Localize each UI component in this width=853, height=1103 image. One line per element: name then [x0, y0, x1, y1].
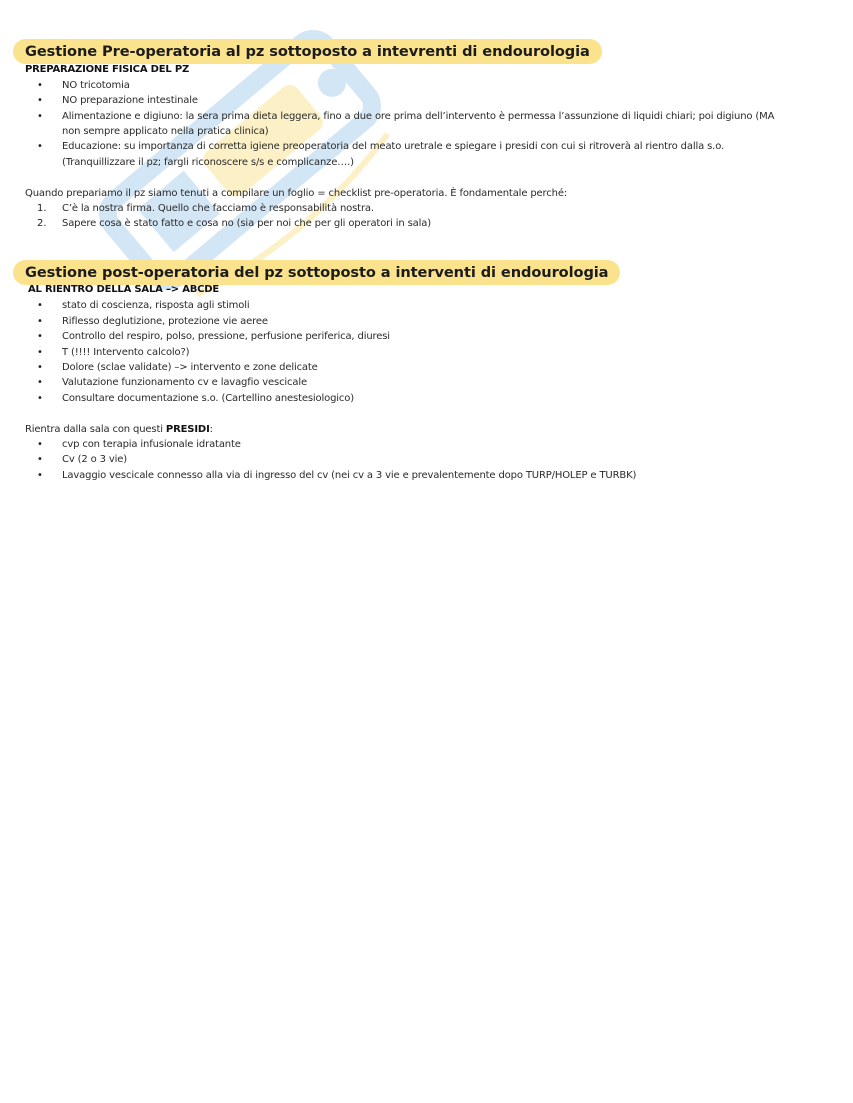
section-heading-postoperatoria: Gestione post-operatoria del pz sottoposto a interventi di endourologia [13, 260, 620, 285]
list-item: cvp con terapia infusionale idratante [62, 439, 241, 450]
bullet-icon: • [37, 141, 43, 152]
list-item: Alimentazione e digiuno: la sera prima dieta leggera, fino a due ore prima dell’intervento è permessa l’assunzione di liquidi chiari; poi digiuno (MA [62, 111, 775, 122]
bullet-icon: • [37, 300, 43, 311]
list-item-continuation: (Tranquillizzare il pz; fargli riconoscere s/s e complicanze….) [62, 157, 354, 168]
list-item: Consultare documentazione s.o. (Cartellino anestesiologico) [62, 393, 354, 404]
list-item: T (!!!! Intervento calcolo?) [62, 347, 190, 358]
list-number: 2. [37, 218, 47, 229]
bullet-icon: • [37, 362, 43, 373]
list-item: NO tricotomia [62, 80, 130, 91]
list-item: Controllo del respiro, polso, pressione, perfusione periferica, diuresi [62, 331, 390, 342]
presidi-intro-text: Rientra dalla sala con questi [25, 424, 166, 435]
bullet-icon: • [37, 439, 43, 450]
bullet-icon: • [37, 95, 43, 106]
presidi-bold-label: PRESIDI [165, 424, 210, 435]
section-heading-preoperatoria: Gestione Pre-operatoria al pz sottoposto a intevrenti di endourologia [13, 39, 602, 64]
subheading-preparazione-fisica: PREPARAZIONE FISICA DEL PZ [25, 64, 190, 75]
list-item: NO preparazione intestinale [62, 95, 198, 106]
list-item: Educazione: su importanza di corretta igiene preoperatoria del meato uretrale e spiegare i presidi con cui si ritroverà al rientro dalla s.o. [62, 141, 725, 152]
list-item: Lavaggio vescicale connesso alla via di ingresso del cv (nei cv a 3 vie e prevalentemente dopo TURP/HOLEP e TURBK) [62, 470, 637, 481]
presidi-intro [25, 422, 213, 437]
bullet-icon: • [37, 80, 43, 91]
bullet-icon: • [37, 347, 43, 358]
presidi-colon: : [209, 424, 213, 435]
list-item: Riflesso deglutizione, protezione vie aeree [62, 316, 268, 327]
bullet-icon: • [37, 111, 43, 122]
list-item: stato di coscienza, risposta agli stimoli [62, 300, 250, 311]
list-item: Dolore (sclae validate) –> intervento e zone delicate [62, 362, 318, 373]
bullet-icon: • [37, 393, 43, 404]
bullet-icon: • [37, 470, 43, 481]
list-item: Sapere cosa è stato fatto e cosa no (sia per noi che per gli operatori in sala) [62, 218, 432, 229]
bullet-icon: • [37, 377, 43, 388]
list-item: C’è la nostra firma. Quello che facciamo è responsabilità nostra. [62, 203, 374, 214]
bullet-icon: • [37, 454, 43, 465]
list-item: Valutazione funzionamento cv e lavagfio vescicale [62, 377, 308, 388]
bullet-icon: • [37, 331, 43, 342]
subheading-rientro-sala: AL RIENTRO DELLA SALA –> ABCDE [28, 284, 220, 295]
bullet-icon: • [37, 316, 43, 327]
list-item-continuation: non sempre applicato nella pratica clinica) [62, 126, 269, 137]
list-number: 1. [37, 203, 47, 214]
list-item: Cv (2 o 3 vie) [62, 454, 128, 465]
checklist-paragraph: Quando prepariamo il pz siamo tenuti a compilare un foglio = checklist pre-operatoria. È fondamentale perché: [25, 188, 568, 199]
